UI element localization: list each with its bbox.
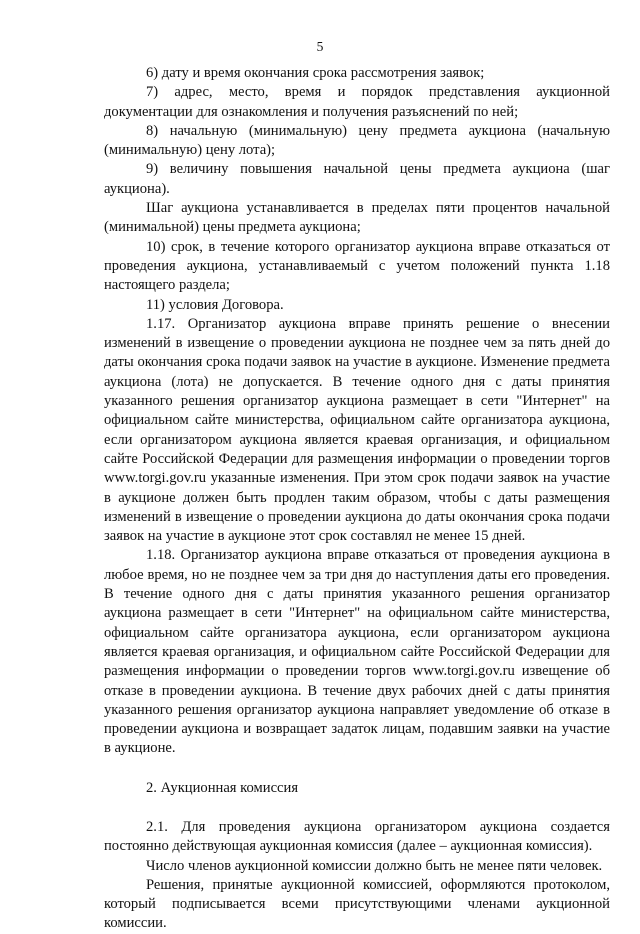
paragraph: 10) срок, в течение которого организатор аукциона вправе отказаться от проведения аукциона, устанавливаемый с учетом положений пункта 1.18 настоящего раздела; [104,238,610,294]
paragraph: Число членов аукционной комиссии должно быть не менее пяти человек. [146,857,603,874]
paragraph: 8) начальную (минимальную) цену предмета аукциона (начальную (минимальную) цену лота); [104,122,610,159]
paragraph: Решения, принятые аукционной комиссией, оформляются протоколом, который подписывается всеми присутствующими членами аукционной комиссии. [104,876,610,932]
paragraph: 11) условия Договора. [146,296,284,313]
section-heading: 2. Аукционная комиссия [146,779,299,796]
paragraph: 7) адрес, место, время и порядок представления аукционной документации для ознакомления и получения разъяснений по ней; [104,84,610,120]
page-number: 5 [316,39,324,54]
paragraph: 1.18. Организатор аукциона вправе отказаться от проведения аукциона в любое время, но не позднее чем за три дня до наступления даты его проведения. В течение одного дня с даты принятия указанного решения организатор аукциона размещает в сети "Интернет" на официальном сайте министерства, официальном сайте организатора аукциона, если организатором аукциона является краевая организация, и официальном сайте Российской Федерации для размещения информации о проведении торгов www.torgi.gov.ru извещение об отказе в проведении аукциона. В течение двух рабочих дней с даты принятия указанного решения организатор аукциона направляет уведомление об отказе в проведении аукциона и возвращает задаток лицам, подавшим заявки на участие в аукционе. [104,547,610,757]
paragraph: 1.17. Организатор аукциона вправе принять решение о внесении изменений в извещение о проведении аукциона не позднее чем за пять дней до даты окончания срока подачи заявок на участие в аукционе. Изменение предмета аукциона (лота) не допускается. В течение одного дня с даты принятия указанного решения организатор аукциона размещает в сети "Интернет" на официальном сайте министерства, официальном сайте организатора аукциона, если организатором аукциона является краевая организация, и официальном сайте Российской Федерации для размещения информации о проведении торгов www.torgi.gov.ru указанные изменения. При этом срок подачи заявок на участие в аукционе должен быть продлен таким образом, чтобы с даты размещения изменений в извещение о проведении аукциона до даты окончания срока подачи заявок на участие в аукционе этот срок составлял не менее 15 дней. [104,315,610,545]
paragraph: 9) величину повышения начальной цены предмета аукциона (шаг аукциона). [104,161,610,197]
paragraph: 6) дату и время окончания срока рассмотрения заявок; [146,65,485,81]
document-body [104,64,610,934]
paragraph: 2.1. Для проведения аукциона организатором аукциона создается постоянно действующая аукционная комиссия (далее – аукционная комиссия). [104,818,610,855]
paragraph: Шаг аукциона устанавливается в пределах пяти процентов начальной (минимальной) цены предмета аукциона; [104,200,610,236]
